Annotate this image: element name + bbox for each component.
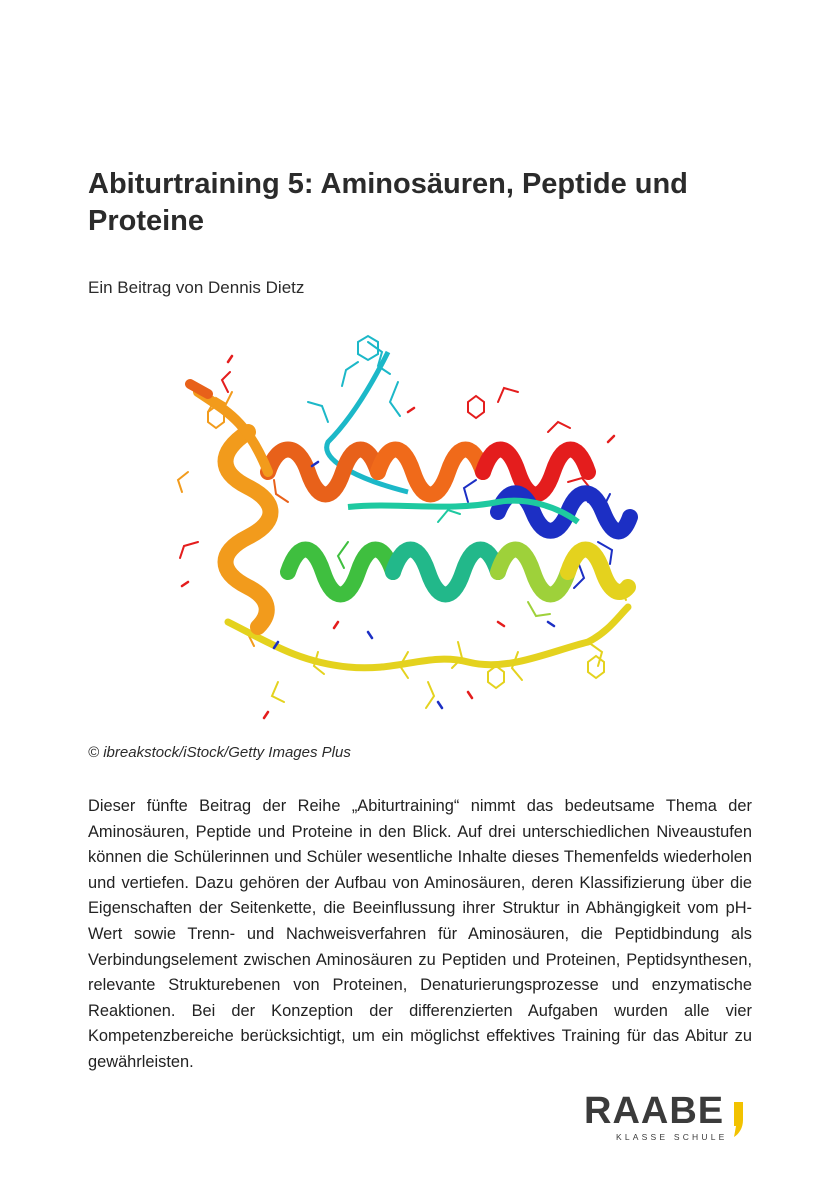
raabe-logo — [584, 1090, 754, 1146]
protein-structure-image — [168, 322, 658, 732]
page-title: Abiturtraining 5: Aminosäuren, Peptide und Proteine — [88, 168, 688, 237]
logo-comma-mark — [732, 1098, 744, 1138]
author-byline: Ein Beitrag von Dennis Dietz — [88, 278, 305, 297]
logo-wordmark: RAABE — [584, 1090, 725, 1132]
image-caption: © ibreakstock/iStock/Getty Images Plus — [88, 744, 351, 761]
logo-tagline: KLASSE SCHULE — [616, 1132, 728, 1142]
abstract-paragraph: Dieser fünfte Beitrag der Reihe „Abiturtraining“ nimmt das bedeutsame Thema der Aminosäuren, Peptide und Proteine in den Blick. Auf drei unterschiedlichen Niveaustufen können die Schülerinnen und Schüler wesentliche Inhalte dieses Themenfelds wiederholen und vertiefen. Dazu gehören der Aufbau von Aminosäuren, deren Klassifizierung über die Eigenschaften der Seitenkette, die Beeinflussung ihrer Struktur in Abhängigkeit vom pH-Wert sowie Trenn- und Nachweisverfahren für Aminosäuren, die Peptidbindung als Verbindungselement zwischen Aminosäuren zu Peptiden und Proteinen, Peptidsynthesen, relevante Strukturebenen von Proteinen, Denaturierungsprozesse und enzymatische Reaktionen. Bei der Konzeption der differenzierten Aufgaben wurden alle vier Kompetenzbereiche berücksichtigt, um ein möglichst effektives Training für das Abitur zu gewährleisten. — [88, 797, 752, 1071]
